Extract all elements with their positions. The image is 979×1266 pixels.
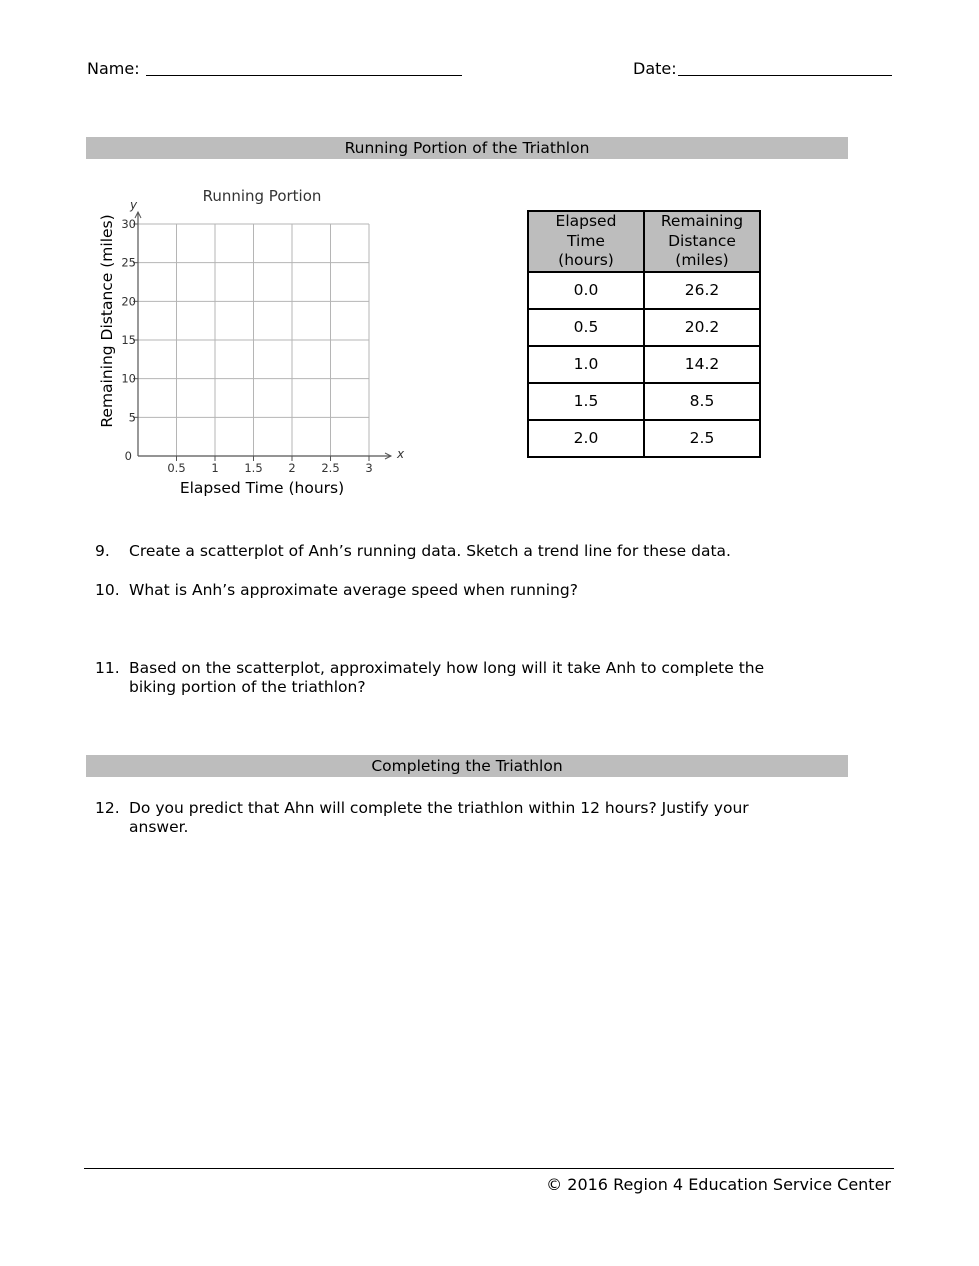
question-number: 10. (95, 581, 120, 599)
x-tick-label: 2 (288, 461, 296, 475)
y-tick-label: 10 (121, 371, 136, 386)
footer-divider (84, 1168, 894, 1169)
chart-title: Running Portion (202, 187, 322, 205)
question-number: 9. (95, 542, 110, 560)
running-portion-chart[interactable] (90, 180, 410, 500)
running-data-table (527, 210, 761, 458)
cell-distance: 26.2 (644, 272, 760, 309)
cell-distance: 20.2 (644, 309, 760, 346)
y-tick-label: 25 (121, 255, 136, 270)
question-number: 12. (95, 799, 120, 817)
x-tick-label: 2.5 (321, 461, 340, 475)
header-line: Remaining (660, 212, 744, 230)
table-row (528, 420, 760, 457)
section-heading-completing: Completing the Triathlon (86, 755, 848, 777)
x-axis-letter: x (397, 447, 405, 461)
header-elapsed-time (528, 211, 644, 272)
y-tick-label: 30 (121, 217, 136, 231)
table-row (528, 272, 760, 309)
table-row (528, 346, 760, 383)
table-header-row (528, 211, 760, 272)
header-line: Elapsed (555, 212, 617, 230)
question-text: Create a scatterplot of Anh’s running data. Sketch a trend line for these data. (129, 542, 731, 560)
footer-copyright: © 2016 Region 4 Education Service Center (546, 1175, 891, 1194)
name-field[interactable] (146, 75, 462, 76)
x-tick-label: 0.5 (167, 461, 186, 475)
x-tick-label: 1.5 (244, 461, 263, 475)
y-tick-label: 5 (128, 410, 136, 425)
x-tick-label: 1 (211, 461, 219, 475)
section-heading-running: Running Portion of the Triathlon (86, 137, 848, 159)
y-axis-letter: y (130, 198, 138, 212)
x-axis-label: Elapsed Time (hours) (179, 479, 345, 497)
cell-time: 1.0 (528, 346, 644, 383)
header-line: (hours) (558, 251, 614, 269)
date-label: Date: (633, 59, 677, 78)
header-remaining-distance (644, 211, 760, 272)
question-text: Based on the scatterplot, approximately how long will it take Anh to complete the biking portion of the triathlon? (129, 659, 765, 696)
cell-distance: 2.5 (644, 420, 760, 457)
question-text: Do you predict that Ahn will complete the triathlon within 12 hours? Justify your answer. (129, 799, 749, 836)
cell-time: 0.5 (528, 309, 644, 346)
y-tick-label: 15 (121, 333, 136, 347)
question-number: 11. (95, 659, 120, 677)
header-line: Time (567, 231, 605, 250)
table-row (528, 383, 760, 420)
cell-time: 2.0 (528, 420, 644, 457)
origin-label: 0 (124, 449, 132, 463)
question-text: What is Anh’s approximate average speed when running? (129, 581, 578, 599)
cell-time: 0.0 (528, 272, 644, 309)
header-line: (miles) (675, 251, 729, 269)
name-label: Name: (87, 59, 140, 78)
cell-time: 1.5 (528, 383, 644, 420)
x-tick-label: 3 (365, 461, 373, 475)
cell-distance: 14.2 (644, 346, 760, 383)
y-axis-label: Remaining Distance (miles) (98, 214, 116, 428)
cell-distance: 8.5 (644, 383, 760, 420)
table-row (528, 309, 760, 346)
header-line: Distance (668, 231, 736, 250)
y-tick-label: 20 (121, 294, 136, 309)
date-field[interactable] (678, 75, 892, 76)
